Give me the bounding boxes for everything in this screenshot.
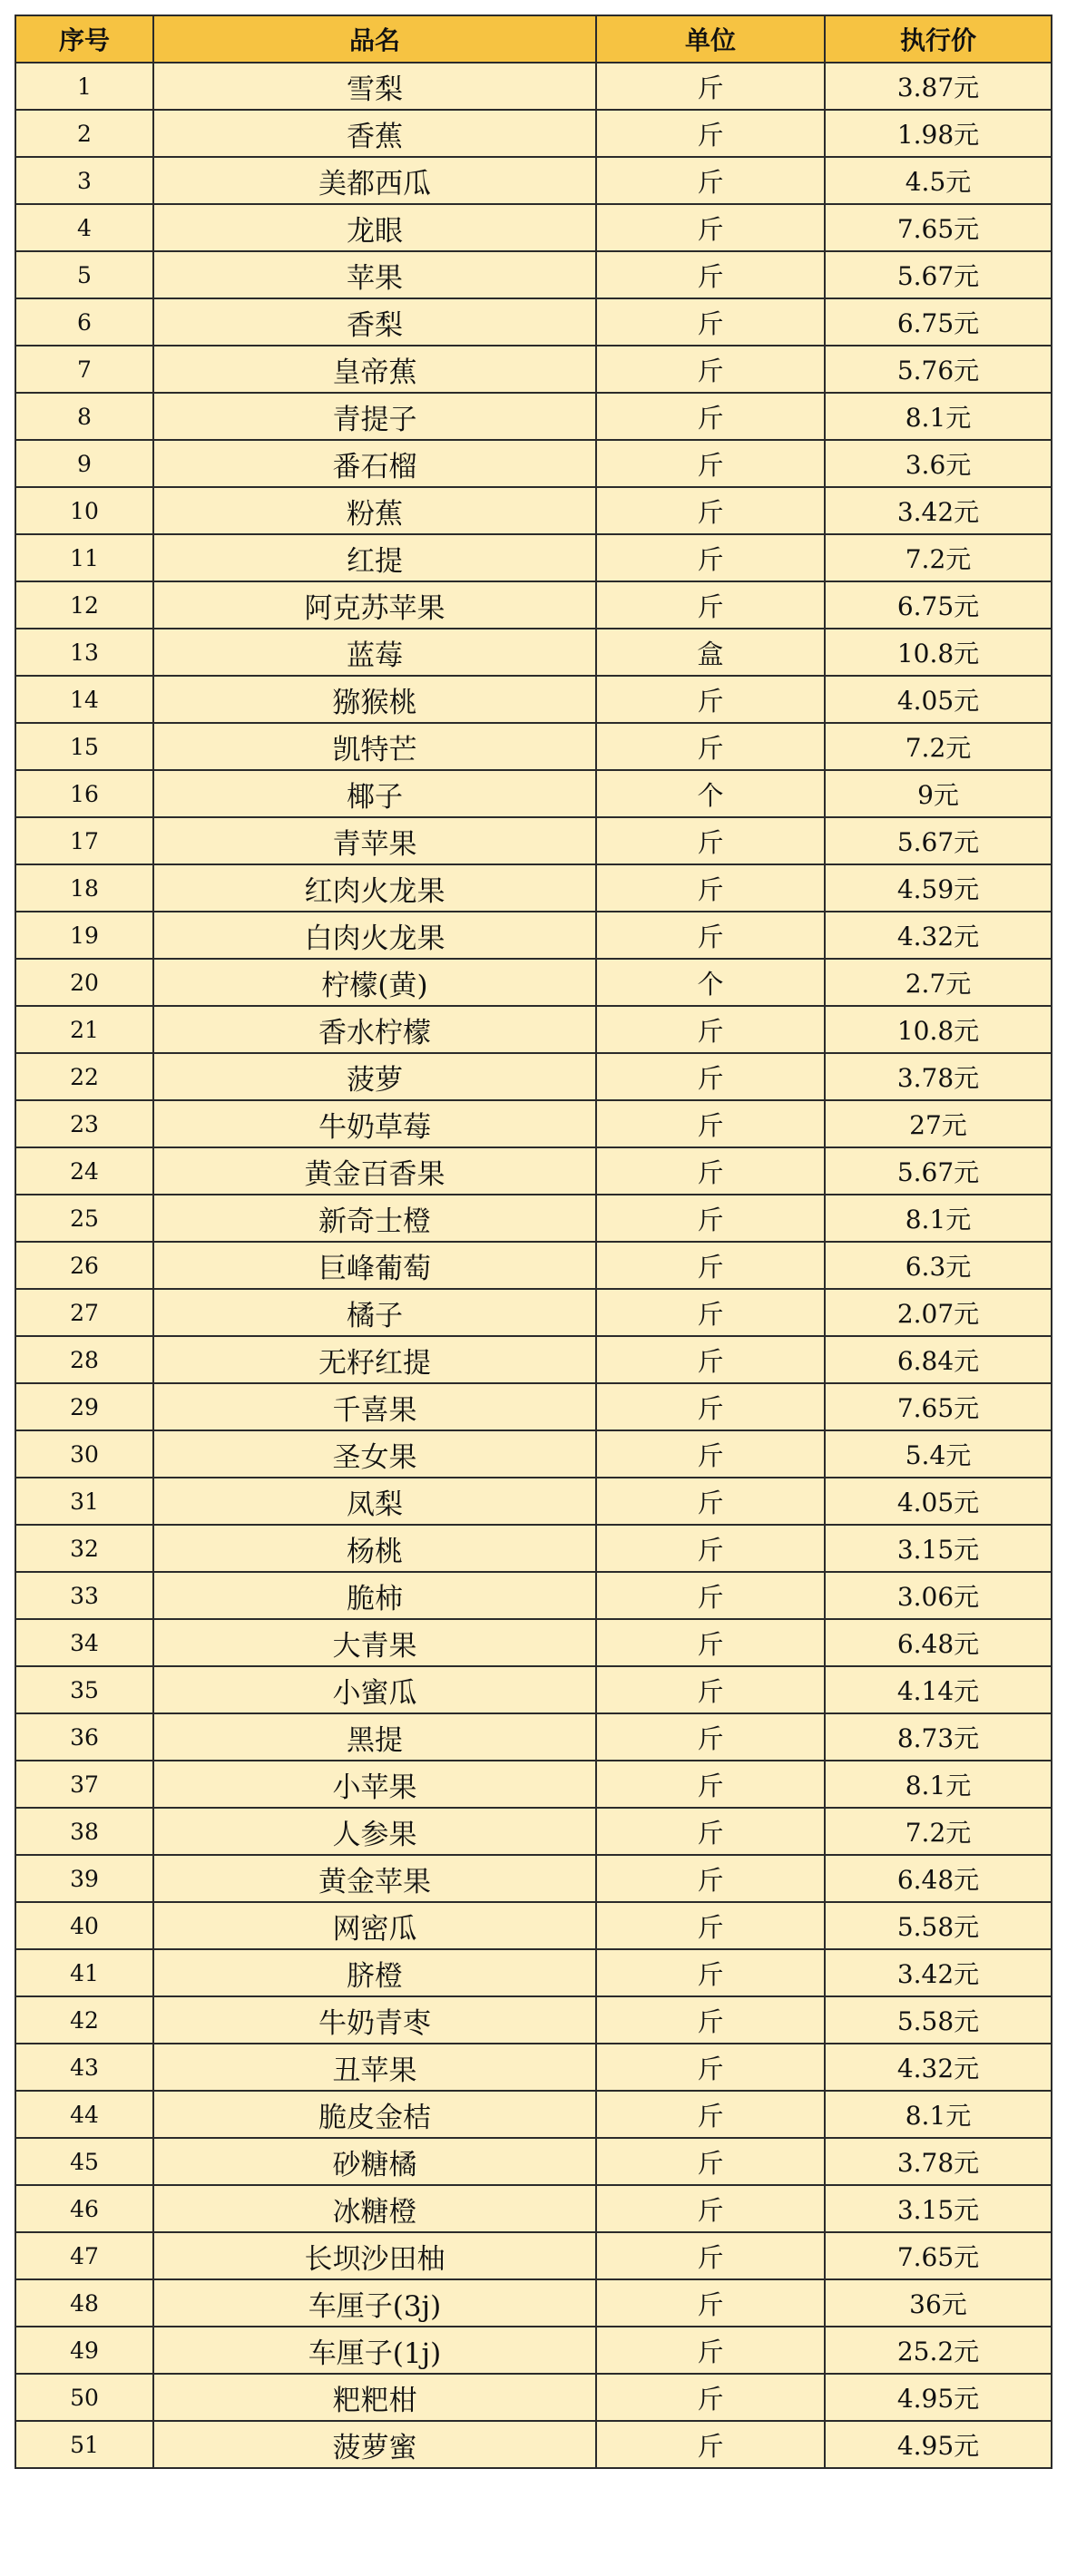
- product-name-cell: 白肉火龙果: [153, 912, 596, 959]
- price-cell: 8.73元: [825, 1713, 1052, 1761]
- price-cell: 7.65元: [825, 2232, 1052, 2279]
- table-row: [15, 298, 1052, 346]
- unit-cell: 斤: [596, 1478, 825, 1525]
- unit-cell: 斤: [596, 817, 825, 864]
- price-cell: 6.75元: [825, 581, 1052, 629]
- unit-cell: 斤: [596, 1383, 825, 1430]
- table-row: [15, 1949, 1052, 1996]
- product-name-cell: 牛奶青枣: [153, 1996, 596, 2044]
- table-row: [15, 1666, 1052, 1713]
- product-name-cell: 圣女果: [153, 1430, 596, 1478]
- unit-cell: 斤: [596, 1053, 825, 1100]
- product-name-cell: 菠萝蜜: [153, 2421, 596, 2468]
- price-cell: 3.15元: [825, 2185, 1052, 2232]
- price-cell: 4.05元: [825, 676, 1052, 723]
- table-row: [15, 534, 1052, 581]
- price-cell: 10.8元: [825, 1006, 1052, 1053]
- row-index-cell: 28: [15, 1336, 153, 1383]
- unit-cell: 斤: [596, 2138, 825, 2185]
- product-name-cell: 网密瓜: [153, 1902, 596, 1949]
- unit-cell: 斤: [596, 2044, 825, 2091]
- product-name-cell: 巨峰葡萄: [153, 1242, 596, 1289]
- product-name-cell: 香梨: [153, 298, 596, 346]
- product-name-cell: 番石榴: [153, 440, 596, 487]
- price-cell: 2.07元: [825, 1289, 1052, 1336]
- unit-cell: 斤: [596, 1855, 825, 1902]
- product-name-cell: 黄金百香果: [153, 1147, 596, 1195]
- table-row: [15, 1053, 1052, 1100]
- row-index-cell: 42: [15, 1996, 153, 2044]
- price-cell: 6.84元: [825, 1336, 1052, 1383]
- row-index-cell: 29: [15, 1383, 153, 1430]
- price-cell: 27元: [825, 1100, 1052, 1147]
- price-cell: 8.1元: [825, 2091, 1052, 2138]
- unit-cell: 斤: [596, 723, 825, 770]
- row-index-cell: 33: [15, 1572, 153, 1619]
- table-row: [15, 1761, 1052, 1808]
- price-cell: 6.75元: [825, 298, 1052, 346]
- row-index-cell: 38: [15, 1808, 153, 1855]
- product-name-cell: 新奇士橙: [153, 1195, 596, 1242]
- product-name-cell: 龙眼: [153, 204, 596, 251]
- price-cell: 25.2元: [825, 2327, 1052, 2374]
- table-row: [15, 1525, 1052, 1572]
- row-index-cell: 8: [15, 393, 153, 440]
- product-name-cell: 长坝沙田柚: [153, 2232, 596, 2279]
- product-name-cell: 凤梨: [153, 1478, 596, 1525]
- unit-cell: 斤: [596, 1242, 825, 1289]
- row-index-cell: 6: [15, 298, 153, 346]
- table-row: [15, 1996, 1052, 2044]
- unit-cell: 斤: [596, 487, 825, 534]
- unit-cell: 盒: [596, 629, 825, 676]
- product-name-cell: 无籽红提: [153, 1336, 596, 1383]
- table-row: [15, 1195, 1052, 1242]
- row-index-cell: 13: [15, 629, 153, 676]
- row-index-cell: 37: [15, 1761, 153, 1808]
- unit-cell: 斤: [596, 110, 825, 157]
- row-index-cell: 7: [15, 346, 153, 393]
- row-index-cell: 32: [15, 1525, 153, 1572]
- unit-cell: 斤: [596, 581, 825, 629]
- unit-cell: 个: [596, 770, 825, 817]
- row-index-cell: 46: [15, 2185, 153, 2232]
- row-index-cell: 25: [15, 1195, 153, 1242]
- row-index-cell: 2: [15, 110, 153, 157]
- unit-cell: 斤: [596, 1572, 825, 1619]
- price-cell: 4.5元: [825, 157, 1052, 204]
- product-name-cell: 千喜果: [153, 1383, 596, 1430]
- price-cell: 7.2元: [825, 1808, 1052, 1855]
- row-index-cell: 12: [15, 581, 153, 629]
- table-row: [15, 1808, 1052, 1855]
- unit-cell: 斤: [596, 864, 825, 912]
- table-row: [15, 63, 1052, 110]
- product-name-cell: 青苹果: [153, 817, 596, 864]
- price-cell: 4.05元: [825, 1478, 1052, 1525]
- unit-cell: 斤: [596, 2232, 825, 2279]
- row-index-cell: 4: [15, 204, 153, 251]
- row-index-cell: 48: [15, 2279, 153, 2327]
- product-name-cell: 冰糖橙: [153, 2185, 596, 2232]
- price-cell: 3.6元: [825, 440, 1052, 487]
- price-cell: 7.65元: [825, 204, 1052, 251]
- price-cell: 4.32元: [825, 912, 1052, 959]
- table-row: [15, 723, 1052, 770]
- unit-cell: 斤: [596, 1289, 825, 1336]
- unit-cell: 斤: [596, 1761, 825, 1808]
- price-cell: 3.42元: [825, 487, 1052, 534]
- product-name-cell: 车厘子(1j): [153, 2327, 596, 2374]
- table-row: [15, 2044, 1052, 2091]
- price-cell: 5.4元: [825, 1430, 1052, 1478]
- price-cell: 5.76元: [825, 346, 1052, 393]
- product-name-cell: 椰子: [153, 770, 596, 817]
- price-cell: 4.32元: [825, 2044, 1052, 2091]
- table-row: [15, 2374, 1052, 2421]
- row-index-cell: 43: [15, 2044, 153, 2091]
- table-row: [15, 393, 1052, 440]
- price-cell: 3.87元: [825, 63, 1052, 110]
- header-row: [15, 15, 1052, 63]
- table-row: [15, 1572, 1052, 1619]
- table-row: [15, 1242, 1052, 1289]
- unit-cell: 斤: [596, 1902, 825, 1949]
- product-name-cell: 菠萝: [153, 1053, 596, 1100]
- product-name-cell: 脆皮金桔: [153, 2091, 596, 2138]
- table-row: [15, 1289, 1052, 1336]
- row-index-cell: 19: [15, 912, 153, 959]
- price-cell: 8.1元: [825, 393, 1052, 440]
- row-index-cell: 26: [15, 1242, 153, 1289]
- unit-cell: 斤: [596, 1100, 825, 1147]
- row-index-cell: 30: [15, 1430, 153, 1478]
- product-name-cell: 蓝莓: [153, 629, 596, 676]
- header-unit: 单位: [596, 15, 825, 63]
- table-row: [15, 440, 1052, 487]
- price-cell: 5.67元: [825, 1147, 1052, 1195]
- product-name-cell: 苹果: [153, 251, 596, 298]
- row-index-cell: 31: [15, 1478, 153, 1525]
- row-index-cell: 44: [15, 2091, 153, 2138]
- header-index: 序号: [15, 15, 153, 63]
- unit-cell: 斤: [596, 2185, 825, 2232]
- row-index-cell: 17: [15, 817, 153, 864]
- row-index-cell: 15: [15, 723, 153, 770]
- table-row: [15, 2327, 1052, 2374]
- row-index-cell: 21: [15, 1006, 153, 1053]
- product-name-cell: 小蜜瓜: [153, 1666, 596, 1713]
- unit-cell: 个: [596, 959, 825, 1006]
- table-row: [15, 346, 1052, 393]
- table-row: [15, 1902, 1052, 1949]
- table-row: [15, 2138, 1052, 2185]
- unit-cell: 斤: [596, 1996, 825, 2044]
- row-index-cell: 36: [15, 1713, 153, 1761]
- row-index-cell: 51: [15, 2421, 153, 2468]
- product-name-cell: 脐橙: [153, 1949, 596, 1996]
- price-cell: 3.15元: [825, 1525, 1052, 1572]
- price-cell: 10.8元: [825, 629, 1052, 676]
- unit-cell: 斤: [596, 2374, 825, 2421]
- table-body: [15, 63, 1052, 2468]
- unit-cell: 斤: [596, 346, 825, 393]
- unit-cell: 斤: [596, 2421, 825, 2468]
- row-index-cell: 40: [15, 1902, 153, 1949]
- row-index-cell: 24: [15, 1147, 153, 1195]
- product-name-cell: 皇帝蕉: [153, 346, 596, 393]
- unit-cell: 斤: [596, 1666, 825, 1713]
- table-row: [15, 2185, 1052, 2232]
- unit-cell: 斤: [596, 1147, 825, 1195]
- unit-cell: 斤: [596, 2279, 825, 2327]
- table-row: [15, 959, 1052, 1006]
- unit-cell: 斤: [596, 1006, 825, 1053]
- table-row: [15, 1713, 1052, 1761]
- price-cell: 4.95元: [825, 2421, 1052, 2468]
- product-name-cell: 凯特芒: [153, 723, 596, 770]
- unit-cell: 斤: [596, 440, 825, 487]
- price-cell: 5.67元: [825, 817, 1052, 864]
- row-index-cell: 47: [15, 2232, 153, 2279]
- price-cell: 6.48元: [825, 1619, 1052, 1666]
- row-index-cell: 50: [15, 2374, 153, 2421]
- product-name-cell: 人参果: [153, 1808, 596, 1855]
- price-cell: 7.2元: [825, 534, 1052, 581]
- price-cell: 7.2元: [825, 723, 1052, 770]
- product-name-cell: 红提: [153, 534, 596, 581]
- product-name-cell: 黄金苹果: [153, 1855, 596, 1902]
- row-index-cell: 41: [15, 1949, 153, 1996]
- unit-cell: 斤: [596, 1713, 825, 1761]
- row-index-cell: 18: [15, 864, 153, 912]
- price-cell: 36元: [825, 2279, 1052, 2327]
- table-row: [15, 2421, 1052, 2468]
- row-index-cell: 10: [15, 487, 153, 534]
- price-cell: 8.1元: [825, 1195, 1052, 1242]
- product-name-cell: 青提子: [153, 393, 596, 440]
- product-name-cell: 车厘子(3j): [153, 2279, 596, 2327]
- table-row: [15, 1619, 1052, 1666]
- product-name-cell: 红肉火龙果: [153, 864, 596, 912]
- price-cell: 2.7元: [825, 959, 1052, 1006]
- header-product-name: 品名: [153, 15, 596, 63]
- price-cell: 3.78元: [825, 2138, 1052, 2185]
- table-row: [15, 1336, 1052, 1383]
- table-row: [15, 2232, 1052, 2279]
- product-name-cell: 杨桃: [153, 1525, 596, 1572]
- price-cell: 4.95元: [825, 2374, 1052, 2421]
- price-cell: 4.59元: [825, 864, 1052, 912]
- product-name-cell: 大青果: [153, 1619, 596, 1666]
- table-row: [15, 1855, 1052, 1902]
- price-cell: 3.42元: [825, 1949, 1052, 1996]
- unit-cell: 斤: [596, 1336, 825, 1383]
- unit-cell: 斤: [596, 298, 825, 346]
- row-index-cell: 49: [15, 2327, 153, 2374]
- price-cell: 6.3元: [825, 1242, 1052, 1289]
- table-row: [15, 251, 1052, 298]
- price-cell: 3.78元: [825, 1053, 1052, 1100]
- unit-cell: 斤: [596, 534, 825, 581]
- row-index-cell: 35: [15, 1666, 153, 1713]
- price-cell: 6.48元: [825, 1855, 1052, 1902]
- header-price: 执行价: [825, 15, 1052, 63]
- table-row: [15, 1478, 1052, 1525]
- row-index-cell: 20: [15, 959, 153, 1006]
- price-cell: 5.58元: [825, 1996, 1052, 2044]
- price-cell: 4.14元: [825, 1666, 1052, 1713]
- row-index-cell: 34: [15, 1619, 153, 1666]
- row-index-cell: 23: [15, 1100, 153, 1147]
- table-row: [15, 110, 1052, 157]
- product-name-cell: 柠檬(黄): [153, 959, 596, 1006]
- table-header: [15, 15, 1052, 63]
- product-name-cell: 丑苹果: [153, 2044, 596, 2091]
- table-row: [15, 1147, 1052, 1195]
- unit-cell: 斤: [596, 157, 825, 204]
- price-cell: 5.58元: [825, 1902, 1052, 1949]
- price-cell: 5.67元: [825, 251, 1052, 298]
- row-index-cell: 1: [15, 63, 153, 110]
- table-row: [15, 157, 1052, 204]
- row-index-cell: 22: [15, 1053, 153, 1100]
- unit-cell: 斤: [596, 1949, 825, 1996]
- row-index-cell: 11: [15, 534, 153, 581]
- product-name-cell: 橘子: [153, 1289, 596, 1336]
- table-row: [15, 676, 1052, 723]
- product-name-cell: 美都西瓜: [153, 157, 596, 204]
- table-row: [15, 2279, 1052, 2327]
- table-row: [15, 817, 1052, 864]
- product-name-cell: 雪梨: [153, 63, 596, 110]
- table-row: [15, 770, 1052, 817]
- product-name-cell: 黑提: [153, 1713, 596, 1761]
- unit-cell: 斤: [596, 676, 825, 723]
- unit-cell: 斤: [596, 1525, 825, 1572]
- table-row: [15, 912, 1052, 959]
- product-name-cell: 粉蕉: [153, 487, 596, 534]
- unit-cell: 斤: [596, 204, 825, 251]
- product-name-cell: 砂糖橘: [153, 2138, 596, 2185]
- unit-cell: 斤: [596, 1430, 825, 1478]
- price-cell: 7.65元: [825, 1383, 1052, 1430]
- row-index-cell: 39: [15, 1855, 153, 1902]
- product-name-cell: 粑粑柑: [153, 2374, 596, 2421]
- price-cell: 9元: [825, 770, 1052, 817]
- price-cell: 8.1元: [825, 1761, 1052, 1808]
- row-index-cell: 45: [15, 2138, 153, 2185]
- unit-cell: 斤: [596, 251, 825, 298]
- price-table: [15, 15, 1052, 2469]
- table-row: [15, 204, 1052, 251]
- unit-cell: 斤: [596, 1619, 825, 1666]
- unit-cell: 斤: [596, 2091, 825, 2138]
- table-row: [15, 1383, 1052, 1430]
- price-cell: 1.98元: [825, 110, 1052, 157]
- unit-cell: 斤: [596, 1808, 825, 1855]
- unit-cell: 斤: [596, 393, 825, 440]
- product-name-cell: 小苹果: [153, 1761, 596, 1808]
- table-row: [15, 1006, 1052, 1053]
- price-cell: 3.06元: [825, 1572, 1052, 1619]
- row-index-cell: 9: [15, 440, 153, 487]
- row-index-cell: 14: [15, 676, 153, 723]
- row-index-cell: 16: [15, 770, 153, 817]
- row-index-cell: 27: [15, 1289, 153, 1336]
- table-row: [15, 2091, 1052, 2138]
- product-name-cell: 阿克苏苹果: [153, 581, 596, 629]
- row-index-cell: 3: [15, 157, 153, 204]
- table-row: [15, 864, 1052, 912]
- table-row: [15, 487, 1052, 534]
- row-index-cell: 5: [15, 251, 153, 298]
- product-name-cell: 脆柿: [153, 1572, 596, 1619]
- product-name-cell: 香蕉: [153, 110, 596, 157]
- unit-cell: 斤: [596, 912, 825, 959]
- unit-cell: 斤: [596, 63, 825, 110]
- product-name-cell: 香水柠檬: [153, 1006, 596, 1053]
- table-row: [15, 629, 1052, 676]
- product-name-cell: 猕猴桃: [153, 676, 596, 723]
- product-name-cell: 牛奶草莓: [153, 1100, 596, 1147]
- table-row: [15, 1430, 1052, 1478]
- unit-cell: 斤: [596, 1195, 825, 1242]
- table-row: [15, 1100, 1052, 1147]
- table-row: [15, 581, 1052, 629]
- unit-cell: 斤: [596, 2327, 825, 2374]
